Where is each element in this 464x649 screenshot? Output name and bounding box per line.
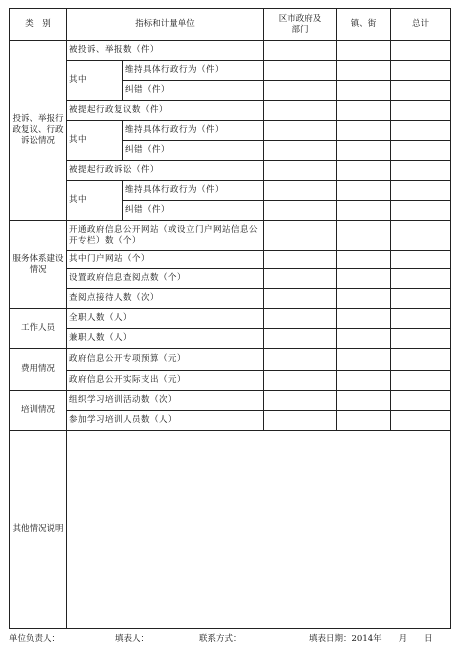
other-notes-area[interactable] — [67, 431, 451, 629]
table-row — [10, 431, 451, 629]
district-cell[interactable] — [264, 329, 337, 349]
town-cell[interactable] — [337, 251, 391, 269]
header-row — [10, 9, 451, 41]
table-row — [10, 251, 451, 269]
total-cell[interactable] — [391, 371, 451, 391]
town-cell[interactable] — [337, 329, 391, 349]
among-label: 其中 — [67, 121, 123, 161]
total-cell[interactable] — [391, 141, 451, 161]
header-town: 镇、街 — [337, 9, 391, 41]
total-cell[interactable] — [391, 221, 451, 251]
correct-label: 纠错（件） — [123, 141, 264, 161]
town-cell[interactable] — [337, 411, 391, 431]
district-cell[interactable] — [264, 289, 337, 309]
total-cell[interactable] — [391, 349, 451, 371]
table-row — [10, 41, 451, 61]
town-cell[interactable] — [337, 289, 391, 309]
district-cell[interactable] — [264, 391, 337, 411]
table-row — [10, 269, 451, 289]
header-total: 总计 — [391, 9, 451, 41]
contact-label: 联系方式： — [199, 634, 242, 644]
total-cell[interactable] — [391, 61, 451, 81]
category-other: 其他情况说明 — [10, 431, 67, 629]
among-label: 其中 — [67, 61, 123, 101]
category-complaints: 投诉、举报行政复议、行政诉讼情况 — [10, 41, 67, 221]
maintain-label: 维持具体行政行为（件） — [123, 61, 264, 81]
correct-label: 纠错（件） — [123, 201, 264, 221]
district-cell[interactable] — [264, 141, 337, 161]
district-cell[interactable] — [264, 81, 337, 101]
town-cell[interactable] — [337, 81, 391, 101]
total-cell[interactable] — [391, 101, 451, 121]
among-label: 其中 — [67, 181, 123, 221]
table-row — [10, 309, 451, 329]
district-cell[interactable] — [264, 371, 337, 391]
table-row — [10, 329, 451, 349]
table-row — [10, 161, 451, 181]
participants-label: 参加学习培训人员数（人） — [67, 411, 264, 431]
town-cell[interactable] — [337, 391, 391, 411]
actual-label: 政府信息公开实际支出（元） — [67, 371, 264, 391]
category-staff: 工作人员 — [10, 309, 67, 349]
total-cell[interactable] — [391, 411, 451, 431]
town-cell[interactable] — [337, 309, 391, 329]
town-cell[interactable] — [337, 61, 391, 81]
filler-label: 填表人： — [115, 634, 150, 644]
total-cell[interactable] — [391, 81, 451, 101]
statistics-form-table — [9, 8, 451, 629]
district-cell[interactable] — [264, 61, 337, 81]
total-cell[interactable] — [391, 329, 451, 349]
table-row — [10, 391, 451, 411]
town-cell[interactable] — [337, 349, 391, 371]
sessions-label: 组织学习培训活动数（次） — [67, 391, 264, 411]
table-row — [10, 101, 451, 121]
header-indicator: 指标和计量单位 — [67, 9, 264, 41]
district-cell[interactable] — [264, 349, 337, 371]
district-cell[interactable] — [264, 221, 337, 251]
town-cell[interactable] — [337, 121, 391, 141]
table-row — [10, 411, 451, 431]
visitors-label: 查阅点接待人数（次） — [67, 289, 264, 309]
header-category: 类 别 — [10, 9, 67, 41]
maintain-label: 维持具体行政行为（件） — [123, 121, 264, 141]
total-cell[interactable] — [391, 391, 451, 411]
total-cell[interactable] — [391, 181, 451, 201]
district-cell[interactable] — [264, 251, 337, 269]
town-cell[interactable] — [337, 101, 391, 121]
town-cell[interactable] — [337, 141, 391, 161]
total-cell[interactable] — [391, 201, 451, 221]
unit-head-label: 单位负责人： — [9, 634, 61, 644]
category-cost: 费用情况 — [10, 349, 67, 391]
full-time-label: 全职人数（人） — [67, 309, 264, 329]
district-cell[interactable] — [264, 121, 337, 141]
part-time-label: 兼职人数（人） — [67, 329, 264, 349]
portal-label: 开通政府信息公开网站（或设立门户网站信息公开专栏）数（个） — [67, 221, 264, 251]
lawsuit-count-label: 被提起行政诉讼（件） — [67, 161, 264, 181]
total-cell[interactable] — [391, 269, 451, 289]
district-cell[interactable] — [264, 269, 337, 289]
town-cell[interactable] — [337, 371, 391, 391]
table-row — [10, 181, 451, 201]
town-cell[interactable] — [337, 269, 391, 289]
total-cell[interactable] — [391, 121, 451, 141]
district-cell[interactable] — [264, 181, 337, 201]
table-row — [10, 371, 451, 391]
category-training: 培训情况 — [10, 391, 67, 431]
table-row — [10, 221, 451, 251]
total-cell[interactable] — [391, 289, 451, 309]
district-cell[interactable] — [264, 201, 337, 221]
town-cell[interactable] — [337, 41, 391, 61]
total-cell[interactable] — [391, 161, 451, 181]
date-label: 填表日期：2014年 月 日 — [309, 634, 433, 644]
table-row — [10, 121, 451, 141]
district-cell[interactable] — [264, 41, 337, 61]
complaint-count-label: 被投诉、举报数（件） — [67, 41, 264, 61]
town-cell[interactable] — [337, 161, 391, 181]
town-cell[interactable] — [337, 201, 391, 221]
town-cell[interactable] — [337, 181, 391, 201]
maintain-label: 维持具体行政行为（件） — [123, 181, 264, 201]
total-cell[interactable] — [391, 251, 451, 269]
table-row — [10, 289, 451, 309]
district-cell[interactable] — [264, 161, 337, 181]
table-row — [10, 349, 451, 371]
portal-sub-label: 其中门户网站（个） — [67, 251, 264, 269]
header-district: 区市政府及部门 — [264, 9, 337, 41]
district-cell[interactable] — [264, 101, 337, 121]
review-count-label: 被提起行政复议数（件） — [67, 101, 264, 121]
correct-label: 纠错（件） — [123, 81, 264, 101]
district-cell[interactable] — [264, 411, 337, 431]
town-cell[interactable] — [337, 221, 391, 251]
total-cell[interactable] — [391, 41, 451, 61]
form-footer — [9, 632, 450, 646]
total-cell[interactable] — [391, 309, 451, 329]
category-service: 服务体系建设情况 — [10, 221, 67, 309]
district-cell[interactable] — [264, 309, 337, 329]
budget-label: 政府信息公开专项预算（元） — [67, 349, 264, 371]
table-row — [10, 61, 451, 81]
reading-points-label: 设置政府信息查阅点数（个） — [67, 269, 264, 289]
